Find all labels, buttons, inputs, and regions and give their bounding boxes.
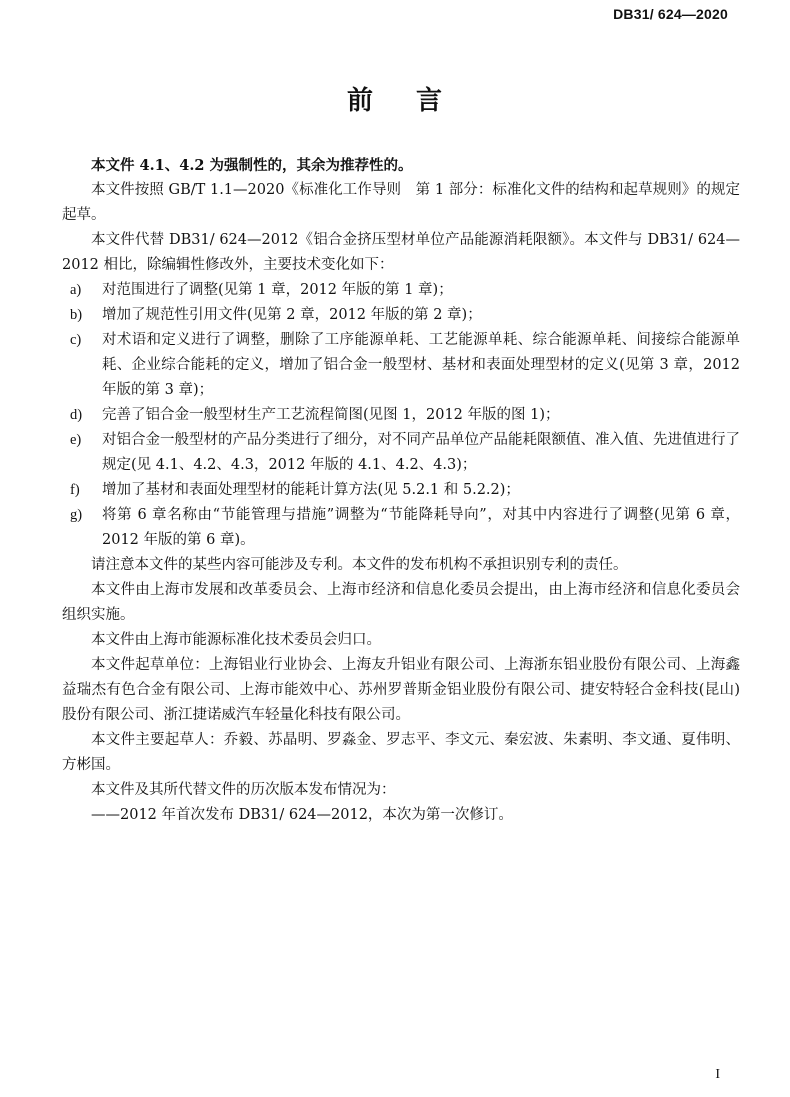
main-drafters: 本文件主要起草人：乔毅、苏晶明、罗淼金、罗志平、李文元、秦宏波、朱素明、李文通、夏伟明、方彬国。 [62,732,740,773]
page-title [0,80,790,117]
list-marker: g) [70,507,83,523]
list-item [62,303,740,328]
list-item [62,403,740,428]
list-item [62,278,740,303]
list-marker: e) [70,432,82,448]
list-item-text: 增加了基材和表面处理型材的能耗计算方法(见 5.2.1 和 5.2.2)； [102,482,520,498]
proposer-statement: 本文件由上海市发展和改革委员会、上海市经济和信息化委员会提出，由上海市经济和信息化委员会组织实施。 [62,582,740,623]
list-marker: a) [70,282,82,298]
list-item [62,478,740,503]
patent-notice: 请注意本文件的某些内容可能涉及专利。本文件的发布机构不承担识别专利的责任。 [91,557,628,573]
list-item-text: 对铝合金一般型材的产品分类进行了细分，对不同产品单位产品能耗限额值、准入值、先进值进行了规定(见 4.1、4.2、4.3，2012 年版的 4.1、4.2、4.3)； [102,432,740,473]
drafting-units: 本文件起草单位：上海铝业行业协会、上海友升铝业有限公司、上海浙东铝业股份有限公司、上海鑫益瑞杰有色合金有限公司、上海市能效中心、苏州罗普斯金铝业股份有限公司、捷安特轻合金科技(昆山)股份有限公司、浙江捷诺威汽车轻量化科技有限公司。 [62,657,740,723]
version-history-item: ——2012 年首次发布 DB31/ 624—2012，本次为第一次修订。 [91,807,513,823]
list-marker: c) [70,332,82,348]
changes-list [62,278,740,553]
page-number: I [715,1067,720,1082]
drafting-basis: 本文件按照 GB/T 1.1—2020《标准化工作导则 第 1 部分：标准化文件的结构和起草规则》的规定起草。 [62,182,740,223]
document-body [62,153,740,828]
replacement-statement: 本文件代替 DB31/ 624—2012《铝合金挤压型材单位产品能源消耗限额》。本文件与 DB31/ 624—2012 相比，除编辑性修改外，主要技术变化如下： [62,232,740,273]
list-item-text: 完善了铝合金一般型材生产工艺流程简图(见图 1，2012 年版的图 1)； [102,407,560,423]
list-item-text: 对范围进行了调整(见第 1 章，2012 年版的第 1 章)； [102,282,453,298]
list-item-text: 对术语和定义进行了调整，删除了工序能源单耗、工艺能源单耗、综合能源单耗、间接综合能源单耗、企业综合能耗的定义，增加了铝合金一般型材、基材和表面处理型材的定义(见第 3 章，2012 年版的第 3 章)； [102,332,740,398]
list-marker: b) [70,307,83,323]
title-char-1: 前 [346,86,374,116]
list-item [62,428,740,478]
list-marker: d) [70,407,83,423]
list-item [62,328,740,403]
version-history-intro: 本文件及其所代替文件的历次版本发布情况为： [91,782,396,798]
list-marker: f) [70,482,80,498]
committee-statement: 本文件由上海市能源标准化技术委员会归口。 [91,632,381,648]
mandatory-statement: 本文件 4.1、4.2 为强制性的，其余为推荐性的。 [91,157,413,174]
list-item-text: 增加了规范性引用文件(见第 2 章，2012 年版的第 2 章)； [102,307,482,323]
document-code: DB31/ 624—2020 [613,6,728,22]
list-item-text: 将第 6 章名称由“节能管理与措施”调整为“节能降耗导向”，对其中内容进行了调整(见第 6 章，2012 年版的第 6 章)。 [102,507,740,548]
title-char-2: 言 [416,86,444,116]
list-item [62,503,740,553]
